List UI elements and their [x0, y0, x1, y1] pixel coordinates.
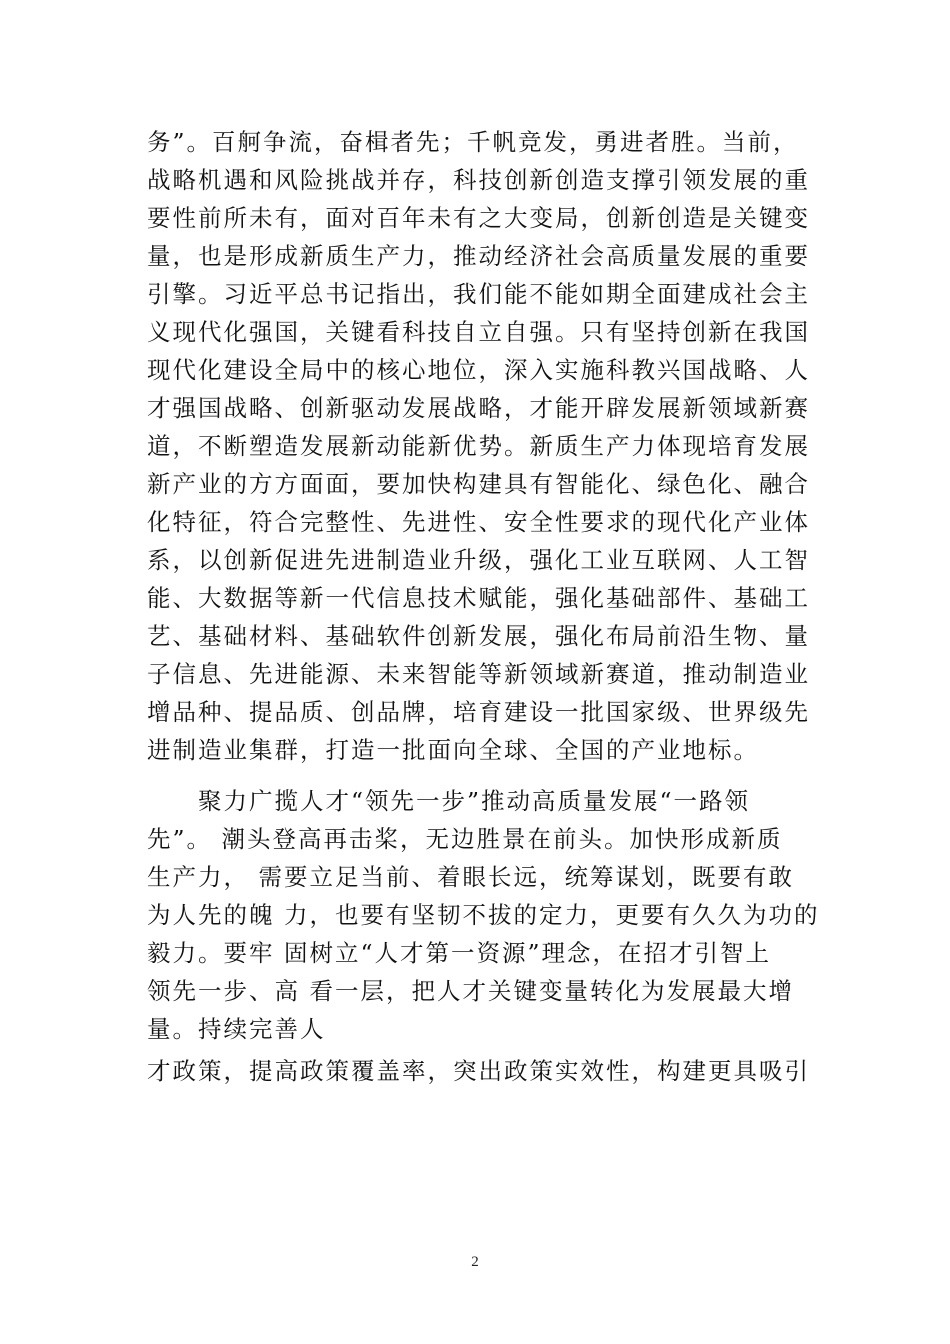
text-line: 引擎。习近平总书记指出，我们能不能如期全面建成社会主 — [147, 280, 810, 308]
text-line: 进制造业集群，打造一批面向全球、全国的产业地标。 — [147, 736, 759, 764]
text-line: 现代化建设全局中的核心地位，深入实施科教兴国战略、人 — [147, 356, 810, 384]
text-line: 务”。百舸争流，奋楫者先；千帆竞发，勇进者胜。当前， — [147, 128, 799, 156]
text-line: 能、大数据等新一代信息技术赋能，强化基础部件、基础工 — [147, 584, 810, 612]
text-line: 才强国战略、创新驱动发展战略，才能开辟发展新领域新赛 — [147, 394, 810, 422]
text-line: 要性前所未有，面对百年未有之大变局，创新创造是关键变 — [147, 204, 810, 232]
text-line: 聚力广揽人才“领先一步”推动高质量发展“一路领 — [147, 787, 751, 815]
text-line: 系，以创新促进先进制造业升级，强化工业互联网、人工智 — [147, 546, 810, 574]
text-line: 子信息、先进能源、未来智能等新领域新赛道，推动制造业 — [147, 660, 810, 688]
text-line: 毅力。要牢 固树立“人才第一资源”理念，在招才引智上 — [147, 939, 771, 967]
text-line: 化特征，符合完整性、先进性、安全性要求的现代化产业体 — [147, 508, 810, 536]
text-line: 道，不断塑造发展新动能新优势。新质生产力体现培育发展 — [147, 432, 810, 460]
text-line: 新产业的方方面面，要加快构建具有智能化、绿色化、融合 — [147, 470, 810, 498]
page-number: 2 — [471, 1254, 479, 1270]
text-line: 为人先的魄 力，也要有坚韧不拔的定力，更要有久久为功的 — [147, 901, 820, 929]
text-line: 领先一步、高 看一层，把人才关键变量转化为发展最大增 — [147, 977, 794, 1005]
text-line: 义现代化强国，关键看科技自立自强。只有坚持创新在我国 — [147, 318, 810, 346]
text-line: 才政策，提高政策覆盖率，突出政策实效性，构建更具吸引 — [147, 1057, 810, 1085]
text-line: 先”。 潮头登高再击桨，无边胜景在前头。加快形成新质 — [147, 825, 783, 853]
text-line: 生产力， 需要立足当前、着眼长远，统筹谋划，既要有敢 — [147, 863, 794, 891]
text-line: 量。持续完善人 — [147, 1015, 326, 1043]
text-line: 增品种、提品质、创品牌，培育建设一批国家级、世界级先 — [147, 698, 810, 726]
text-line: 战略机遇和风险挑战并存，科技创新创造支撑引领发展的重 — [147, 166, 810, 194]
text-line: 艺、基础材料、基础软件创新发展，强化布局前沿生物、量 — [147, 622, 810, 650]
text-line: 量，也是形成新质生产力，推动经济社会高质量发展的重要 — [147, 242, 810, 270]
